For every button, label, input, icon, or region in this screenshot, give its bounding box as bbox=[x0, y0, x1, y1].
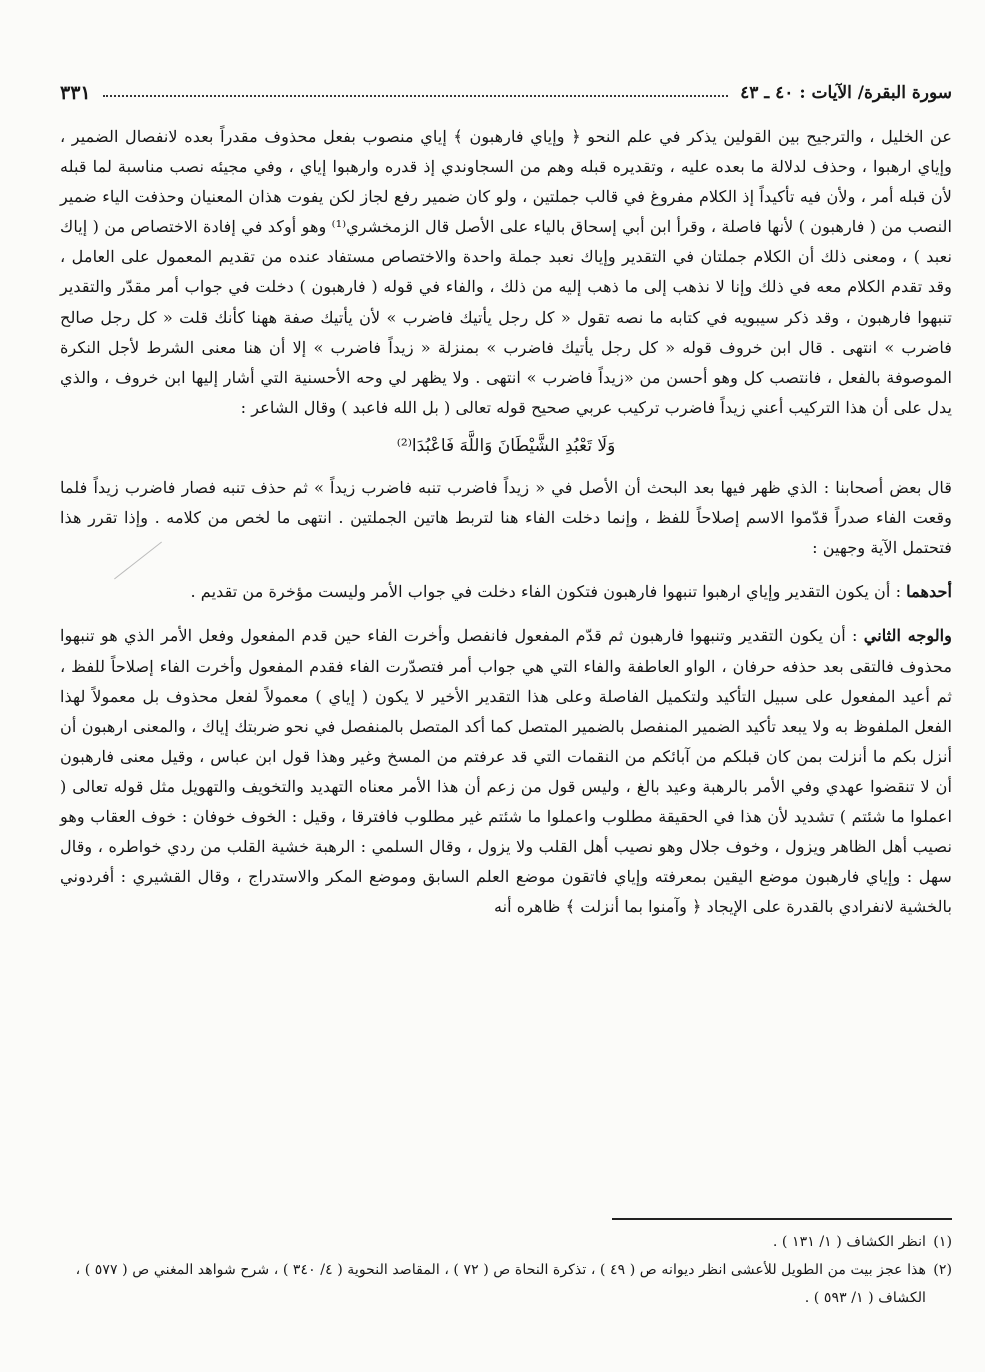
paragraph-spacer bbox=[60, 607, 952, 621]
paragraph-3-text: : أن يكون التقدير وإياي ارهبوا تنبهوا فارهبون فتكون الفاء دخلت في جواب الأمر وليست مؤخرة من تقديم . bbox=[190, 582, 907, 602]
footnote-1-number: (١) bbox=[933, 1234, 952, 1250]
running-header bbox=[60, 78, 952, 108]
book-page bbox=[60, 70, 952, 1360]
paragraph-2: قال بعض أصحابنا : الذي ظهر فيها بعد البحث أن الأصل في « زيداً فاضرب تنبه فاضرب زيداً » ثم حذف تنبه فصار فاضرب زيداً فلما وقعت الفاء صدراً قدّموا الاسم إصلاحاً للفظ ، وإنما دخلت الفاء هنا لتربط هاتين الجملتين . انتهى ما لخص من كلامه . وإذا تقرر هذا فتحتمل الآية وجهين : bbox=[60, 478, 952, 558]
paragraph-1: عن الخليل ، والترجيح بين القولين يذكر في علم النحو ﴿ وإياي فارهبون ﴾ إياي منصوب بفعل محذوف مقدراً بعده لانفصال الضمير ، وإياي ارهبوا ، وحذف لدلالة ما بعده عليه ، وتقديره قبله وهم من السجاوندي إذ قدره وارهبوا إياي ، وفي مجيئه نصب مناسبة لما قبله لأن قبله أمر ، ولأن فيه تأكيداً إذ الكلام مفروغ في قالب جملتين ، ولو كان ضمير رفع لجاز لكن يفوت هذان المعنيان وحذفت الياء ضمير النصب من ( فارهبون ) لأنها فاصلة ، وقرأ ابن أبي إسحاق بالياء على الأصل قال الزمخشري⁽¹⁾ وهو أوكد في إفادة الاختصاص من ( إياك نعبد ) ، ومعنى ذلك أن الكلام جملتان في التقدير وإياك نعبد جملة واحدة والاختصاص مستفاد عنده من تقديم المعمول على العامل ، وقد تقدم الكلام معه في ذلك وإنا لا نذهب إلى ما ذهب إليه من ذلك ، والفاء في قوله ( فارهبون ) دخلت في جواب أمر مقدّر والتقدير تنبهوا فارهبون ، وقد ذكر سيبويه في كتابه ما نصه تقول « كل رجل يأتيك فاضرب » لأن يأتيك صفة ههنا كأنك قلت « كل رجل صالح فاضرب » انتهى . قال ابن خروف قوله « كل رجل يأتيك فاضرب » بمنزلة « زيداً فاضرب » إلا أن هنا معنى الشرط لأجل النكرة الموصوفة بالفعل ، فانتصب كل وهو أحسن من «زيداً فاضرب » انتهى . ولا يظهر لي وحه الأحسنية التي أشار إليها ابن خروف ، والذي يدل على أن هذا التركيب أعني زيداً فاضرب تركيب عربي صحيح قوله تعالى ( بل الله فاعبد ) وقال الشاعر : bbox=[60, 127, 952, 417]
footnote-1-text: انظر الكشاف ( ١/ ١٣١ ) . bbox=[772, 1234, 926, 1250]
header-dot-leader bbox=[103, 95, 728, 97]
footnotes bbox=[60, 1218, 952, 1312]
paragraph-3-label: أحدهما bbox=[906, 582, 952, 602]
paragraph-3 bbox=[60, 577, 952, 607]
footnote-separator bbox=[612, 1218, 952, 1220]
footnote-1 bbox=[60, 1228, 952, 1256]
footnote-2-text: هذا عجز بيت من الطويل للأعشى انظر ديوانه ص ( ٤٩ ) ، تذكرة النحاة ص ( ٧٢ ) ، المقاصد النحوية ( ٤/ ٣٤٠ ) ، شرح شواهد المغني ص ( ٥٧٧ ) ، الكشاف ( ١/ ٥٩٣ ) . bbox=[75, 1262, 926, 1306]
footnote-2-number: (٢) bbox=[933, 1262, 952, 1278]
main-text bbox=[60, 122, 952, 922]
paragraph-4-text: : أن يكون التقدير وتنبهوا فارهبون ثم قدّم المفعول فانفصل وأخرت الفاء حين قدم المفعول وفعل الأمر الذي هو تنبهوا محذوف فالتقى بعد حذفه حرفان ، الواو العاطفة والفاء التي هي جواب أمر فتصدّرت الفاء فقدم المفعول وأخرت الفاء إصلاحاً للفظ ، ثم أعيد المفعول على سبيل التأكيد ولتكميل الفاصلة وعلى هذا التقدير الأخير لا يكون ( إياي ) معمولاً لفعل محذوف بل معمولاً لهذا الفعل الملفوظ به ولا يبعد تأكيد الضمير المنفصل بالضمير المتصل كما أكد المتصل بالمنفصل في نحو ضربتك إياك ، والمعنى ارهبون أن أنزل بكم ما أنزلت بمن كان قبلكم من آبائكم من النقمات التي قد عرفتم من المسخ وغير وهذا قول ابن عباس ، وقيل معنى فارهبون أن لا تنقضوا عهدي وفي الأمر بالرهبة وعيد بالغ ، وليس قول من زعم أن هذا الأمر معناه التهديد والتخويف والتهويل مثل قوله تعالى ( اعملوا ما شئتم ) تشديد لأن هذا في الحقيقة مطلوب واعملوا ما شئتم غير مطلوب فافترقا ، وقيل : الخوف خوفان : خوف العقاب وهو نصيب أهل الظاهر ويزول ، وخوف جلال وهو نصيب أهل القلب ولا يزول ، وقال السلمي : الرهبة خشية القلب من ردي خواطره ، وقال سهل : وإياي فارهبون موضع اليقين بمعرفته وإياي فاتقون موضع العلم السابق وموضع المكر والاستدراج ، وقال القشيري : أفردوني بالخشية لانفرادي بالقدرة على الإيجاد ﴿ وآمنوا بما أنزلت ﴾ ظاهره أنه bbox=[60, 626, 952, 917]
header-title: سورة البقرة/ الآيات : ٤٠ ـ ٤٣ bbox=[740, 83, 952, 103]
page-number: ٣٣١ bbox=[60, 82, 91, 104]
poetry-verse: وَلَا تَعْبُدِ الشَّيْطَانَ وَاللَّهَ فَاعْبُدَا⁽²⁾ bbox=[396, 435, 616, 456]
footnote-2 bbox=[60, 1256, 952, 1312]
paragraph-4-label: والوجه الثاني bbox=[863, 626, 952, 646]
paragraph-spacer bbox=[60, 563, 952, 577]
paragraph-4 bbox=[60, 621, 952, 922]
